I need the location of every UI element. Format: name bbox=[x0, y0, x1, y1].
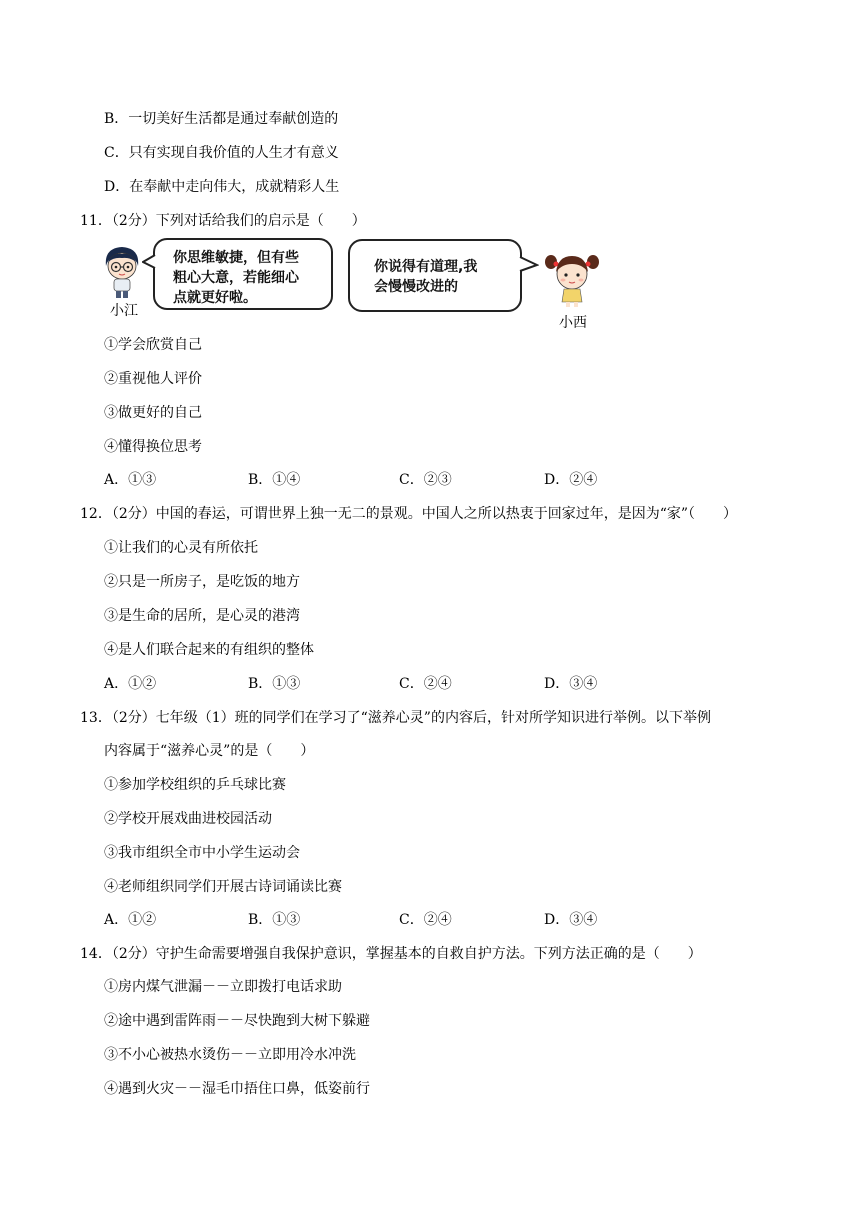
left-speaker-name: 小江 bbox=[110, 303, 138, 319]
q10-option-c: C．只有实现自我价值的人生才有意义 bbox=[104, 145, 339, 161]
q11-choice-a: A．①③ bbox=[104, 472, 157, 488]
q14-item: ①房内煤气泄漏－－立即拨打电话求助 bbox=[104, 979, 342, 995]
q14-item: ③不小心被热水烫伤－－立即用冷水冲洗 bbox=[104, 1047, 356, 1063]
q11-item: ③做更好的自己 bbox=[104, 405, 202, 421]
q11-choice-b: B．①④ bbox=[248, 472, 301, 488]
q11-item: ①学会欣赏自己 bbox=[104, 337, 202, 353]
q13-item: ④老师组织同学们开展古诗词诵读比赛 bbox=[104, 879, 342, 895]
q14-item: ④遇到火灾－－湿毛巾捂住口鼻，低姿前行 bbox=[104, 1081, 370, 1097]
q12-choice-d: D．③④ bbox=[544, 676, 598, 692]
q14-item: ②途中遇到雷阵雨－－尽快跑到大树下躲避 bbox=[104, 1013, 370, 1029]
q12-choice-b: B．①③ bbox=[248, 676, 301, 692]
q13-item: ②学校开展戏曲进校园活动 bbox=[104, 811, 272, 827]
left-bubble-line: 你思维敏捷，但有些 bbox=[173, 250, 299, 266]
boy-figure-icon bbox=[100, 244, 144, 302]
q13-stem: 13．（2分）七年级（1）班的同学们在学习了“滋养心灵”的内容后，针对所学知识进行举例。以下举例 bbox=[80, 710, 711, 726]
q12-item: ④是人们联合起来的有组织的整体 bbox=[104, 642, 314, 658]
q10-option-b: B．一切美好生活都是通过奉献创造的 bbox=[104, 111, 339, 127]
left-bubble-tail-icon bbox=[142, 254, 156, 270]
left-bubble-line: 粗心大意，若能细心 bbox=[173, 270, 299, 286]
q11-stem: 11．（2分）下列对话给我们的启示是（ ） bbox=[80, 213, 366, 229]
right-speech-bubble bbox=[348, 239, 522, 312]
left-speech-bubble bbox=[153, 238, 333, 310]
q13-choice-c: C．②④ bbox=[399, 912, 452, 928]
q11-item: ④懂得换位思考 bbox=[104, 439, 202, 455]
girl-figure-icon bbox=[544, 250, 600, 308]
q11-item: ②重视他人评价 bbox=[104, 371, 202, 387]
right-bubble-line: 你说得有道理,我 bbox=[374, 259, 478, 275]
q10-option-d: D．在奉献中走向伟大，成就精彩人生 bbox=[104, 179, 340, 195]
q12-item: ③是生命的居所，是心灵的港湾 bbox=[104, 608, 300, 624]
q12-choice-a: A．①② bbox=[104, 676, 157, 692]
q14-stem: 14．（2分）守护生命需要增强自我保护意识，掌握基本的自救自护方法。下列方法正确的是（ ） bbox=[80, 946, 702, 962]
q12-item: ①让我们的心灵有所依托 bbox=[104, 540, 258, 556]
right-speaker-name: 小西 bbox=[559, 315, 587, 331]
q13-choice-b: B．①③ bbox=[248, 912, 301, 928]
q13-stem-continued: 内容属于“滋养心灵”的是（ ） bbox=[104, 743, 315, 759]
q12-stem: 12．（2分）中国的春运，可谓世界上独一无二的景观。中国人之所以热衷于回家过年，是因为“家”（ ） bbox=[80, 506, 738, 522]
left-bubble-line: 点就更好啦。 bbox=[173, 290, 257, 306]
q11-choice-d: D．②④ bbox=[544, 472, 598, 488]
right-bubble-tail-icon bbox=[519, 255, 539, 273]
q13-item: ③我市组织全市中小学生运动会 bbox=[104, 845, 300, 861]
q12-item: ②只是一所房子，是吃饭的地方 bbox=[104, 574, 300, 590]
q13-item: ①参加学校组织的乒乓球比赛 bbox=[104, 777, 286, 793]
q12-choice-c: C．②④ bbox=[399, 676, 452, 692]
right-bubble-line: 会慢慢改进的 bbox=[374, 279, 458, 295]
q13-choice-a: A．①② bbox=[104, 912, 157, 928]
q11-choice-c: C．②③ bbox=[399, 472, 452, 488]
q13-choice-d: D．③④ bbox=[544, 912, 598, 928]
